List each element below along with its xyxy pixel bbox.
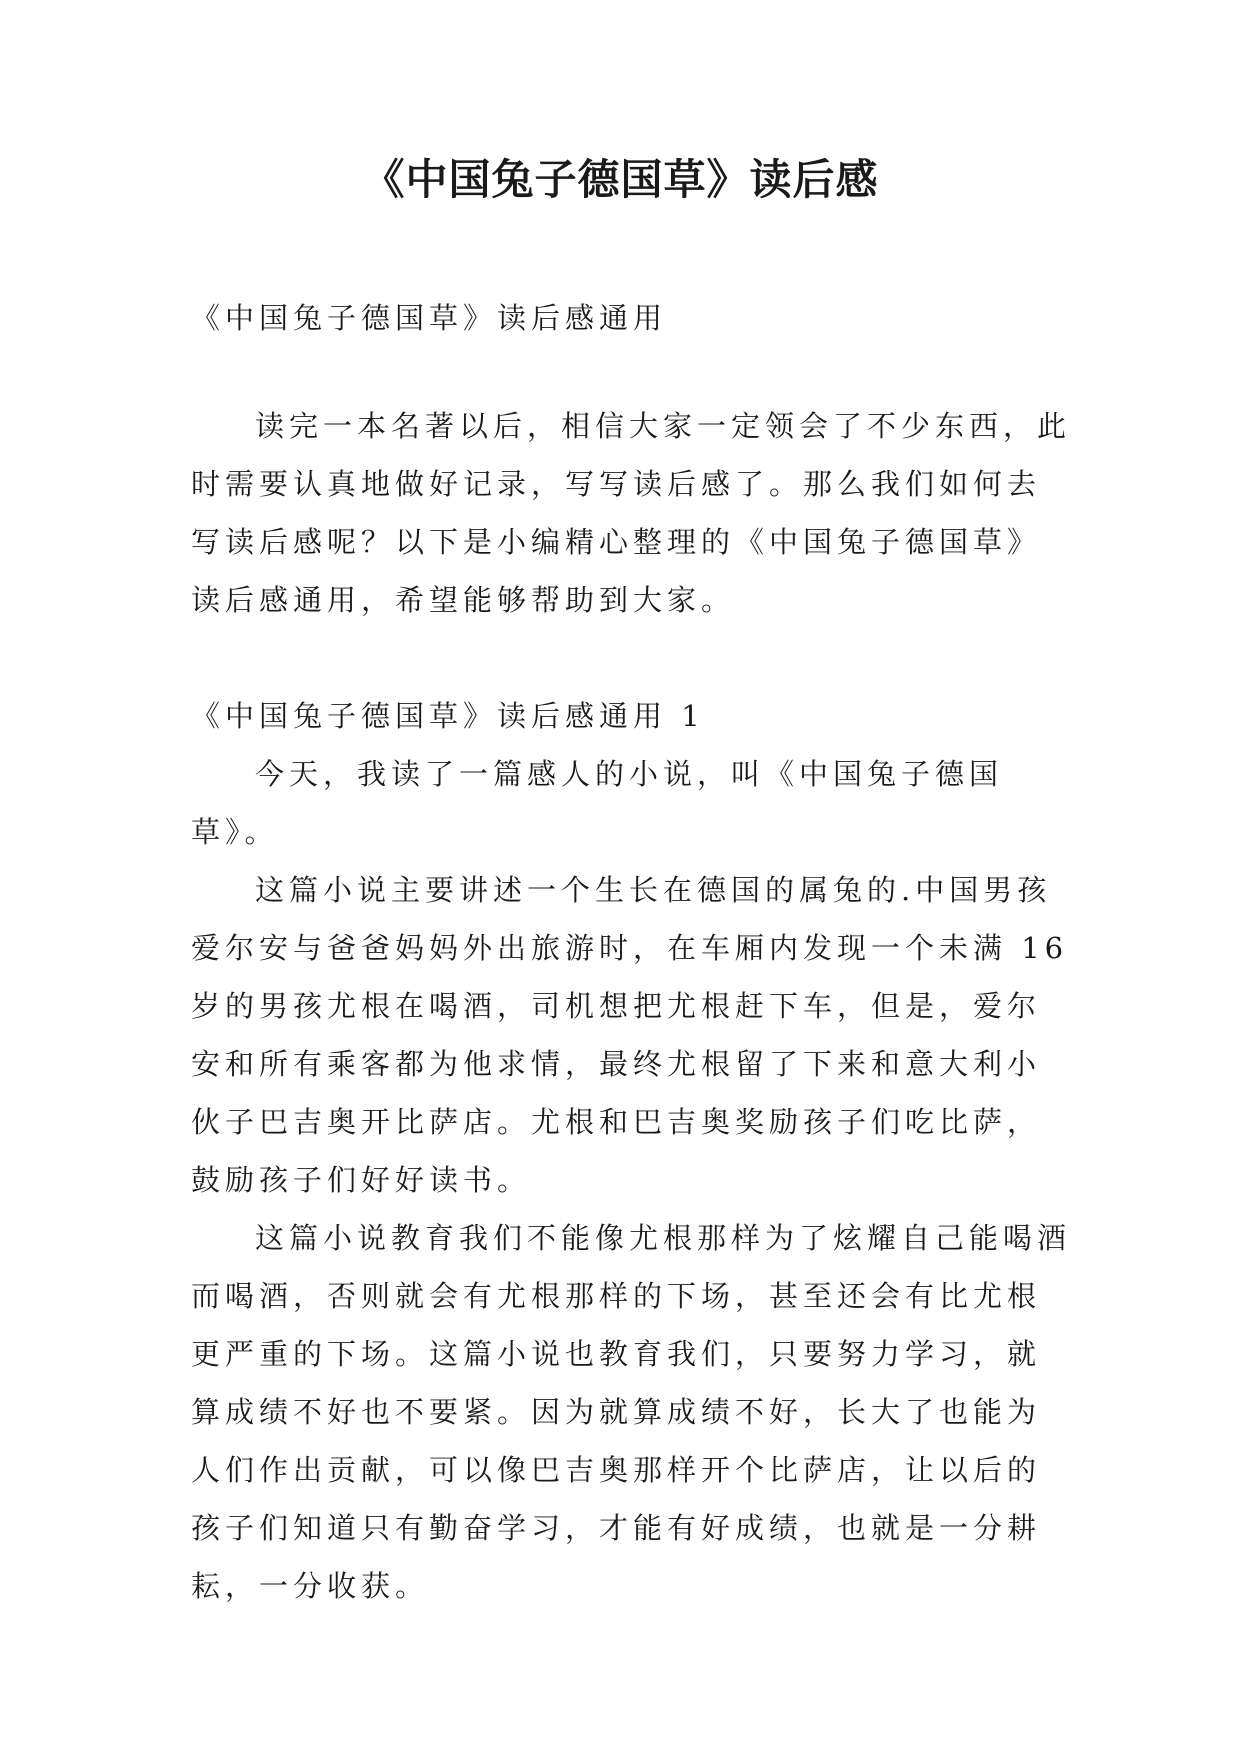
body-paragraph-2: 这篇小说主要讲述一个生长在德国的属兔的.中国男孩爱尔安与爸爸妈妈外出旅游时，在车厢内发现一个未满 16 岁的男孩尤根在喝酒，司机想把尤根赶下车，但是，爱尔安和所有乘客都为他求情，最终尤根留了下来和意大利小伙子巴吉奥开比萨店。尤根和巴吉奥奖励孩子们吃比萨，鼓励孩子们好好读书。 — [191, 873, 1083, 1197]
document-body — [191, 289, 1083, 1615]
intro-paragraph: 读完一本名著以后，相信大家一定领会了不少东西，此时需要认真地做好记录，写写读后感了。那么我们如何去写读后感呢？以下是小编精心整理的《中国兔子德国草》读后感通用，希望能够帮助到大家。 — [191, 409, 1072, 617]
document-title: 《中国兔子德国草》读后感 — [362, 155, 879, 204]
body-paragraph-1: 今天，我读了一篇感人的小说，叫《中国兔子德国草》。 — [191, 757, 1004, 849]
section-heading: 《中国兔子德国草》读后感通用 1 — [191, 699, 705, 733]
subtitle: 《中国兔子德国草》读后感通用 — [191, 301, 668, 335]
body-paragraph-3: 这篇小说教育我们不能像尤根那样为了炫耀自己能喝酒而喝酒，否则就会有尤根那样的下场，甚至还会有比尤根更严重的下场。这篇小说也教育我们，只要努力学习，就算成绩不好也不要紧。因为就算成绩不好，长大了也能为人们作出贡献，可以像巴吉奥那样开个比萨店，让以后的孩子们知道只有勤奋学习，才能有好成绩，也就是一分耕耘，一分收获。 — [191, 1221, 1072, 1603]
